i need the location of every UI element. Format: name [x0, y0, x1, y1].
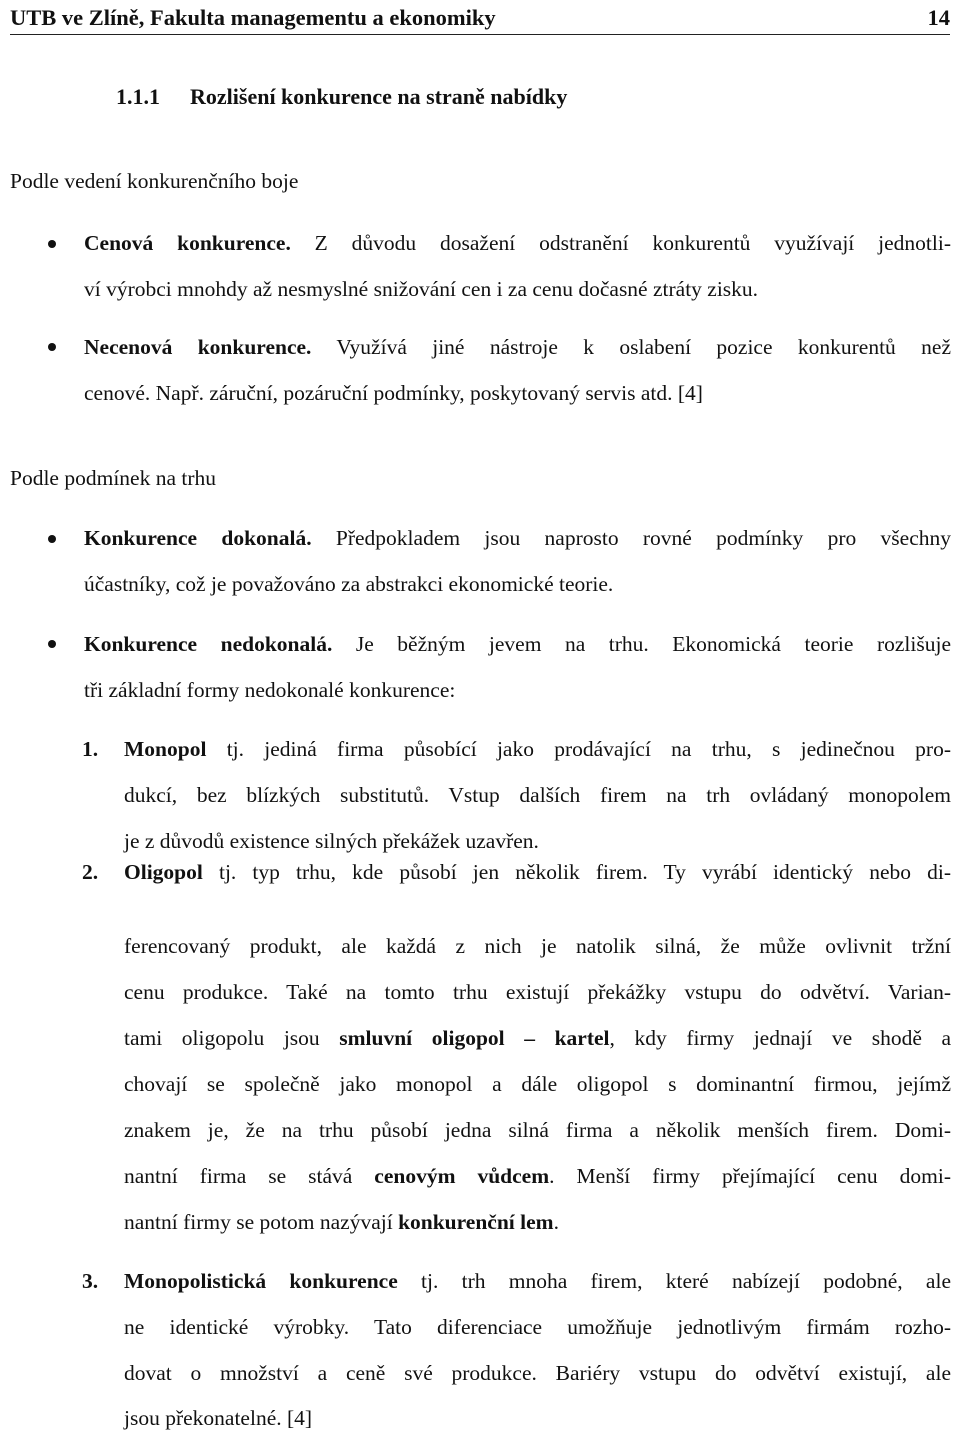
term-cenovy-vudce: cenovým vůdcem — [374, 1164, 550, 1188]
list-item2-term: Oligopol — [124, 860, 203, 884]
list-item2-line4-text-a: tami oligopolu jsou — [124, 1026, 340, 1050]
group2-item2-line2: tři základní formy nedokonalé konkurence: — [84, 678, 456, 702]
dash: – — [504, 1026, 555, 1050]
group1-item2-line1 — [84, 331, 951, 363]
group2-heading: Podle podmínek na trhu — [10, 466, 217, 490]
list-item3-number: 3. — [82, 1269, 99, 1293]
term-kartel: kartel — [554, 1026, 610, 1050]
group1-item1-term: Cenová konkurence. — [84, 231, 291, 255]
list-item3-line1 — [124, 1265, 951, 1297]
group2-item1-line1 — [84, 522, 951, 554]
bullet-icon — [48, 640, 56, 648]
list-item2-line7-text-a: nantní firma se stává — [124, 1164, 375, 1188]
list-item2-line4 — [124, 1022, 951, 1054]
list-item2-number: 2. — [82, 860, 99, 884]
group2-item1-line1-text: Předpokladem jsou naprosto rovné podmínky pro všechny — [311, 526, 951, 550]
list-item2-line5: chovají se společně jako monopol a dále oligopol s dominantní firmou, jejímž — [124, 1072, 951, 1096]
group2-item2-line1-text: Je běžným jevem na trhu. Ekonomická teorie rozlišuje — [332, 632, 951, 656]
group2-item2-term: Konkurence nedokonalá. — [84, 632, 333, 656]
list-item2-line8-text-a: nantní firmy se potom nazývají — [124, 1210, 399, 1234]
list-item3-line4: jsou překonatelné. [4] — [124, 1406, 313, 1430]
group2-item2-line1 — [84, 628, 951, 660]
section-title: Rozlišení konkurence na straně nabídky — [190, 84, 568, 109]
group2-item1-term: Konkurence dokonalá. — [84, 526, 312, 550]
list-item2-line1 — [124, 856, 951, 888]
list-item2-line6: znakem je, že na trhu působí jedna silná firma a několik menších firem. Domi- — [124, 1118, 951, 1142]
header-title: UTB ve Zlíně, Fakulta managementu a ekonomiky — [10, 5, 496, 30]
list-item3-line3: dovat o množství a ceně své produkce. Bariéry vstupu do odvětví existují, ale — [124, 1361, 951, 1385]
page-number: 14 — [927, 5, 950, 30]
group1-item2-term: Necenová konkurence. — [84, 335, 312, 359]
list-item2-line1-text: tj. typ trhu, kde působí jen několik firem. Ty vyrábí identický nebo di- — [202, 860, 951, 884]
group2-item1-line2: účastníky, což je považováno za abstrakci ekonomické teorie. — [84, 572, 614, 596]
list-item1-term: Monopol — [124, 737, 207, 761]
list-item2-line8 — [124, 1206, 559, 1238]
group1-item1-line2: ví výrobci mnohdy až nesmyslné snižování cen i za cenu dočasné ztráty zisku. — [84, 277, 759, 301]
term-konkurencni-lem: konkurenční lem — [398, 1210, 554, 1234]
term-smluvni-oligopol: smluvní oligopol — [339, 1026, 505, 1050]
list-item2-line4-text-e: , kdy firmy jednají ve shodě a — [609, 1026, 952, 1050]
group1-heading: Podle vedení konkurenčního boje — [10, 169, 299, 193]
bullet-icon — [48, 240, 56, 248]
list-item2-line7 — [124, 1160, 951, 1192]
list-item2-line2: ferencovaný produkt, ale každá z nich je natolik silná, že může ovlivnit tržní — [124, 934, 951, 958]
list-item3-term: Monopolistická konkurence — [124, 1269, 398, 1293]
group1-item1-line1-text: Z důvodu dosažení odstranění konkurentů využívají jednotli- — [290, 231, 951, 255]
bullet-icon — [48, 535, 56, 543]
list-item3-line2: ne identické výrobky. Tato diferenciace umožňuje jednotlivým firmám rozho- — [124, 1315, 951, 1339]
section-heading — [116, 80, 567, 114]
list-item1-number: 1. — [82, 737, 99, 761]
list-item1-line3: je z důvodů existence silných překážek uzavřen. — [124, 829, 539, 853]
section-number: 1.1.1 — [116, 84, 160, 109]
list-item2-line3: cenu produkce. Také na tomto trhu existují překážky vstupu do odvětví. Varian- — [124, 980, 951, 1004]
list-item1-line2: dukcí, bez blízkých substitutů. Vstup dalších firem na trh ovládaný monopolem — [124, 783, 951, 807]
page-header — [10, 0, 950, 31]
list-item3-line1-text: tj. trh mnoha firem, které nabízejí podobné, ale — [397, 1269, 951, 1293]
list-item2-line7-text-c: . Menší firmy přejímající cenu domi- — [549, 1164, 951, 1188]
bullet-icon — [48, 343, 56, 351]
group1-item1-line1 — [84, 227, 951, 259]
list-item2-line8-text-c: . — [553, 1210, 559, 1234]
group1-item2-line1-text: Využívá jiné nástroje k oslabení pozice konkurentů než — [311, 335, 952, 359]
list-item1-line1-text: tj. jediná firma působící jako prodávající na trhu, s jedinečnou pro- — [206, 737, 951, 761]
header-rule — [10, 34, 950, 35]
list-item1-line1 — [124, 733, 951, 765]
group1-item2-line2: cenové. Např. záruční, pozáruční podmínky, poskytovaný servis atd. [4] — [84, 381, 703, 405]
